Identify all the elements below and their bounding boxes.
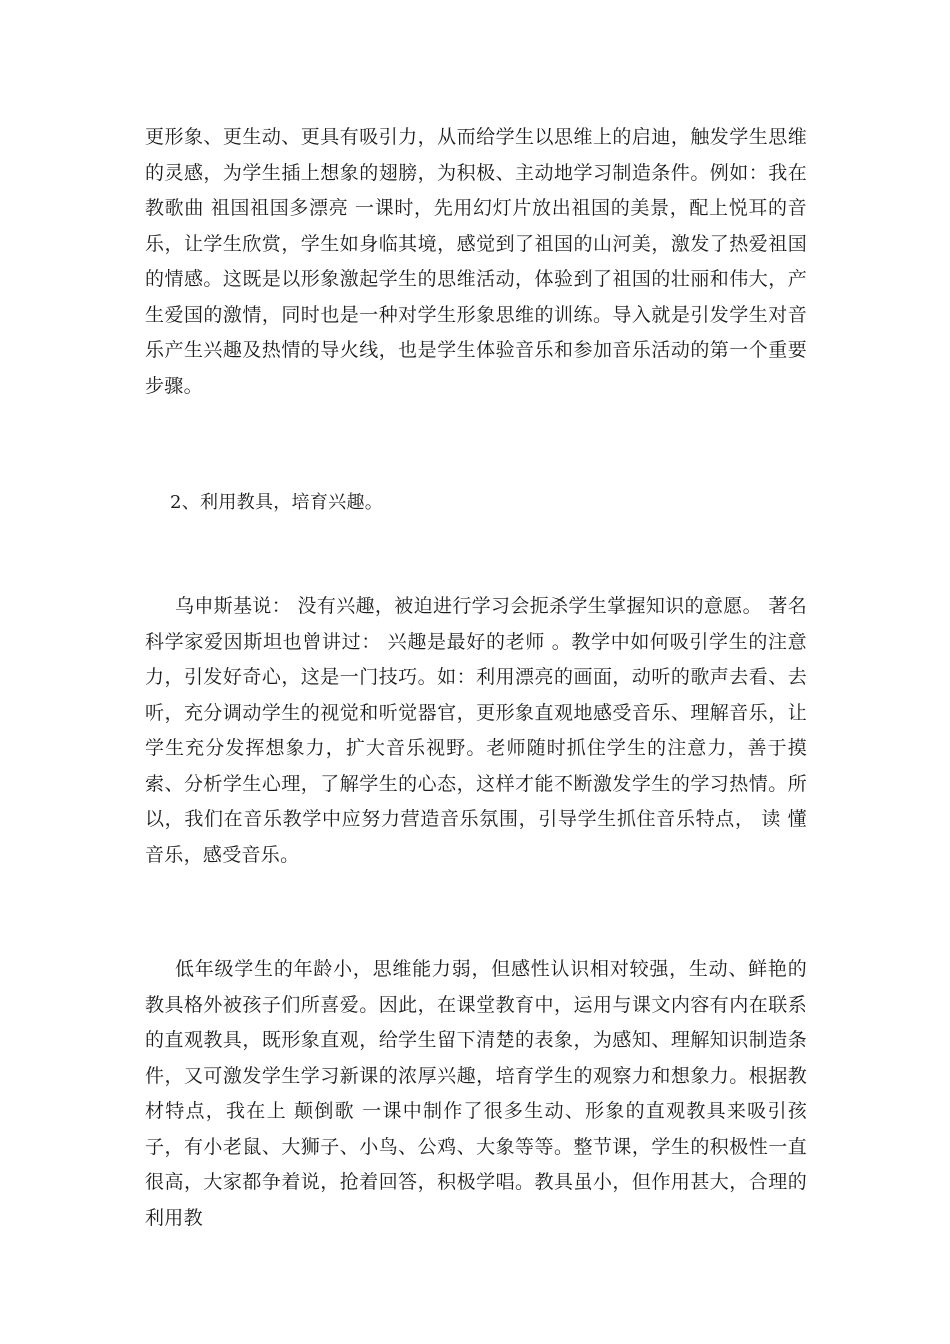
paragraph-interest-quote: 乌申斯基说： 没有兴趣，被迫进行学习会扼杀学生掌握知识的意愿。 著名科学家爱因斯坦也曾讲过： 兴趣是最好的老师 。教学中如何吸引学生的注意力，引发好奇心，这是一门技巧。如：利用漂亮的画面，动听的歌声去看、去听，充分调动学生的视觉和听觉器官，更形象直观地感受音乐、理解音乐，让学生充分发挥想象力，扩大音乐视野。老师随时抓住学生的注意力，善于摸索、分析学生心理，了解学生的心态，这样才能不断激发学生的学习热情。所以，我们在音乐教学中应努力营造音乐氛围，引导学生抓住音乐特点， 读 懂音乐，感受音乐。: [145, 595, 807, 866]
section-heading: 2、利用教具，培育兴趣。: [170, 492, 384, 513]
paragraph-teaching-aids: 低年级学生的年龄小，思维能力弱，但感性认识相对较强，生动、鲜艳的教具格外被孩子们所喜爱。因此，在课堂教育中，运用与课文内容有内在联系的直观教具，既形象直观，给学生留下清楚的表象，为感知、理解知识制造条件，又可激发学生学习新课的浓厚兴趣，培育学生的观察力和想象力。根据教材特点，我在上 颠倒歌 一课中制作了很多生动、形象的直观教具来吸引孩子，有小老鼠、大狮子、小鸟、公鸡、大象等等。整节课，学生的积极性一直很高，大家都争着说，抢着回答，积极学唱。教具虽小，但作用甚大，合理的利用教: [145, 958, 807, 1229]
paragraph-intro-continuation: 更形象、更生动、更具有吸引力，从而给学生以思维上的启迪，触发学生思维的灵感，为学生插上想象的翅膀，为积极、主动地学习制造条件。例如：我在教歌曲 祖国祖国多漂亮 一课时，先用幻灯片放出祖国的美景，配上悦耳的音乐，让学生欣赏，学生如身临其境，感觉到了祖国的山河美，激发了热爱祖国的情感。这既是以形象激起学生的思维活动，体验到了祖国的壮丽和伟大，产生爱国的激情，同时也是一种对学生形象思维的训练。导入就是引发学生对音乐产生兴趣及热情的导火线，也是学生体验音乐和参加音乐活动的第一个重要步骤。: [145, 126, 807, 397]
